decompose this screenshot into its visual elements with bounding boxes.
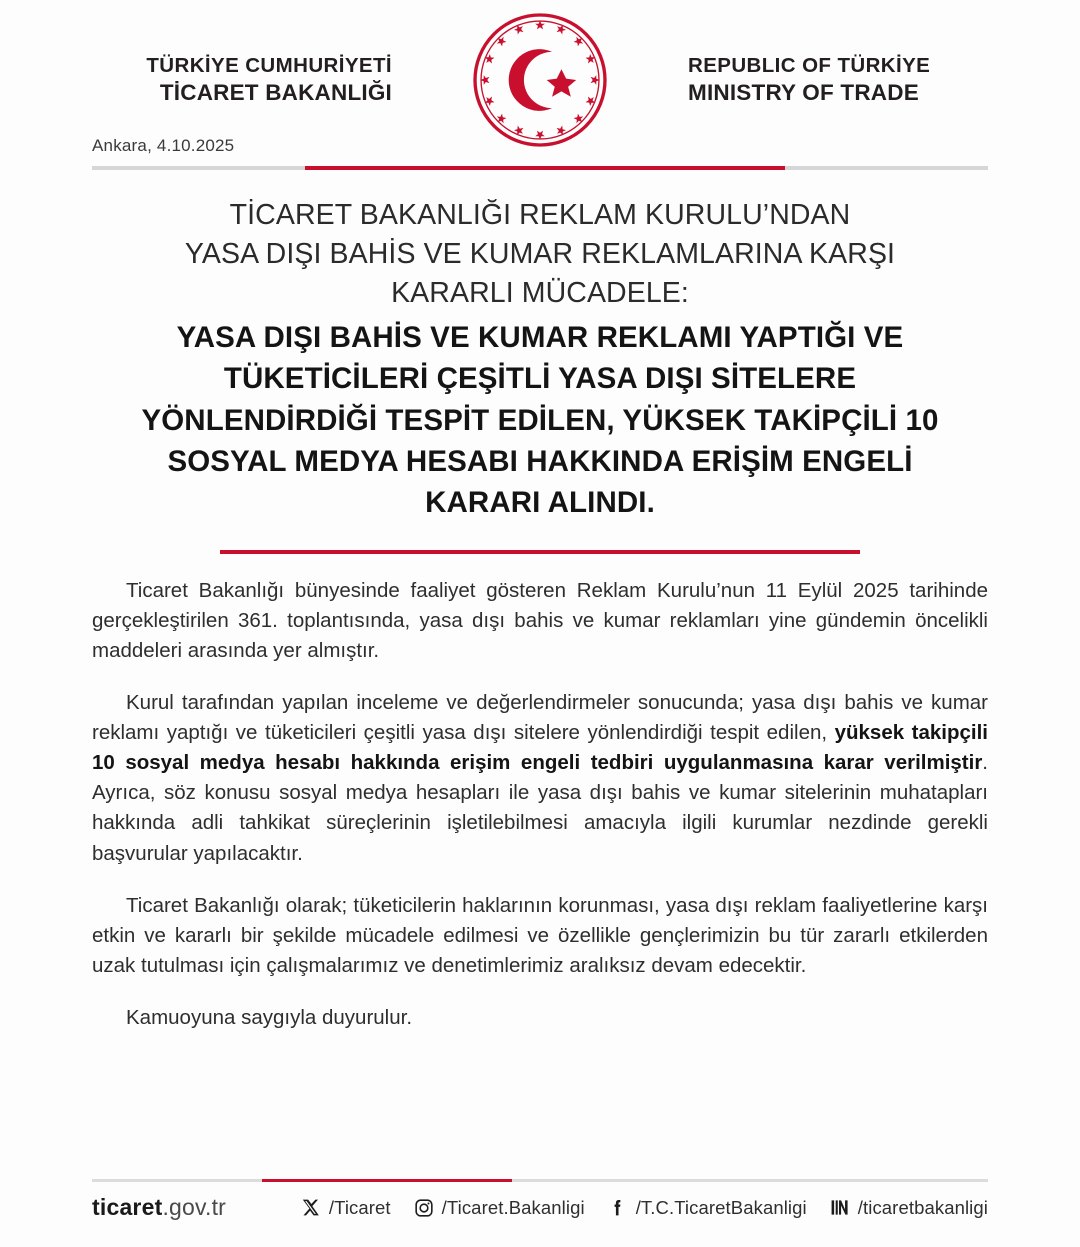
document-footer bbox=[92, 1179, 988, 1221]
website-brand-light: .gov.tr bbox=[162, 1194, 227, 1220]
title-bold-line-3: YÖNLENDİRDİĞİ TESPİT EDİLEN, YÜKSEK TAKİPÇİLİ 10 bbox=[141, 403, 939, 437]
header-divider bbox=[92, 166, 988, 170]
social-links bbox=[300, 1197, 988, 1219]
header-turkish-line2: TİCARET BAKANLIĞI bbox=[159, 79, 392, 105]
title-bold-line-4: SOSYAL MEDYA HESABI HAKKINDA ERİŞİM ENGELİ bbox=[167, 444, 913, 478]
paragraph-2-part-b: . Ayrıca, söz konusu sosyal medya hesapları ile yasa dışı bahis ve kumar sitelerinin muhatapları hakkında adli tahkikat süreçlerinin işletilebilmesi amacıyla ilgili kurumlar nezdinde gerekli başvurular yapılacaktır. bbox=[92, 751, 988, 865]
social-handle-instagram: /Ticaret.Bakanligi bbox=[441, 1196, 585, 1218]
title-bold-group bbox=[92, 317, 988, 523]
header-turkish-line1: TÜRKİYE CUMHURİYETİ bbox=[146, 53, 392, 77]
divider-segment-gray-right bbox=[785, 166, 988, 170]
facebook-icon bbox=[607, 1197, 629, 1219]
social-link-instagram[interactable] bbox=[413, 1197, 585, 1219]
date-line: Ankara, 4.10.2025 bbox=[92, 136, 235, 155]
title-light-group bbox=[92, 196, 988, 313]
social-link-facebook[interactable] bbox=[607, 1197, 807, 1219]
divider-segment-gray-left bbox=[92, 166, 305, 170]
x-twitter-icon bbox=[300, 1197, 322, 1219]
title-bold-line-1: YASA DIŞI BAHİS VE KUMAR REKLAMI YAPTIĞI VE bbox=[176, 321, 904, 355]
header-text-turkish bbox=[92, 54, 392, 107]
divider-segment-red bbox=[305, 166, 785, 170]
title-light-line-2: YASA DIŞI BAHİS VE KUMAR REKLAMLARINA KARŞI bbox=[184, 238, 896, 271]
social-link-x[interactable] bbox=[300, 1197, 391, 1219]
footer-divider-red bbox=[262, 1179, 512, 1182]
header-text-english bbox=[688, 54, 988, 107]
title-light-line-3: KARARLI MÜCADELE: bbox=[391, 277, 689, 310]
footer-divider-gray-right bbox=[512, 1179, 988, 1182]
linkedin-icon bbox=[829, 1197, 851, 1219]
footer-divider-gray-left bbox=[92, 1179, 262, 1182]
paragraph-2-highlight: yüksek takipçili 10 sosyal medya hesabı hakkında erişim engeli tedbiri uygulanmasına karar verilmiştir bbox=[92, 721, 989, 775]
paragraph-3: Ticaret Bakanlığı olarak; tüketicilerin haklarının korunması, yasa dışı reklam faaliyetlerine karşı etkin ve kararlı bir şekilde mücadele edilmesi ve özellikle gençlerimizin bu tür zararlı etkilerden uzak tutulması için çalışmalarımız ve denetimlerimiz aralıksız devam edecektir. bbox=[92, 893, 988, 977]
document-header bbox=[92, 0, 988, 130]
social-handle-x: /Ticaret bbox=[328, 1196, 391, 1218]
paragraph-4-closing: Kamuoyuna saygıyla duyurulur. bbox=[126, 1006, 413, 1030]
paragraph-2 bbox=[92, 688, 988, 869]
instagram-icon bbox=[413, 1197, 435, 1219]
title-underline-rule bbox=[220, 550, 860, 554]
press-release-body bbox=[92, 576, 988, 1034]
social-handle-facebook: /T.C.TicaretBakanligi bbox=[635, 1196, 807, 1218]
turkiye-state-emblem-icon bbox=[473, 13, 607, 147]
website-brand-bold: ticaret bbox=[92, 1194, 163, 1220]
header-english-line2: MINISTRY OF TRADE bbox=[688, 79, 919, 105]
title-bold-line-5: KARARI ALINDI. bbox=[425, 486, 655, 520]
paragraph-1: Ticaret Bakanlığı bünyesinde faaliyet gösteren Reklam Kurulu’nun 11 Eylül 2025 tarihinde gerçekleştirilen 361. toplantısında, yasa dışı bahis ve kumar reklamları yine gündemin öncelikli maddeleri arasında yer almıştır. bbox=[92, 578, 988, 662]
header-english-line1: REPUBLIC OF TÜRKİYE bbox=[688, 53, 931, 77]
page-title bbox=[92, 196, 988, 524]
title-bold-line-2: TÜKETİCİLERİ ÇEŞİTLİ YASA DIŞI SİTELERE bbox=[223, 362, 857, 396]
footer-divider bbox=[92, 1179, 988, 1182]
title-light-line-1: TİCARET BAKANLIĞI REKLAM KURULU’NDAN bbox=[229, 199, 851, 231]
paragraph-2-part-a: Kurul tarafından yapılan inceleme ve değerlendirmeler sonucunda; yasa dışı bahis ve kumar reklamı yaptığı ve tüketicileri çeşitli yasa dışı sitelere yönlendirdiği tespit edilen, bbox=[92, 690, 988, 745]
website-brand[interactable] bbox=[92, 1194, 226, 1221]
social-link-linkedin[interactable] bbox=[829, 1197, 988, 1219]
footer-content bbox=[92, 1194, 988, 1221]
social-handle-linkedin: /ticaretbakanligi bbox=[857, 1196, 988, 1218]
